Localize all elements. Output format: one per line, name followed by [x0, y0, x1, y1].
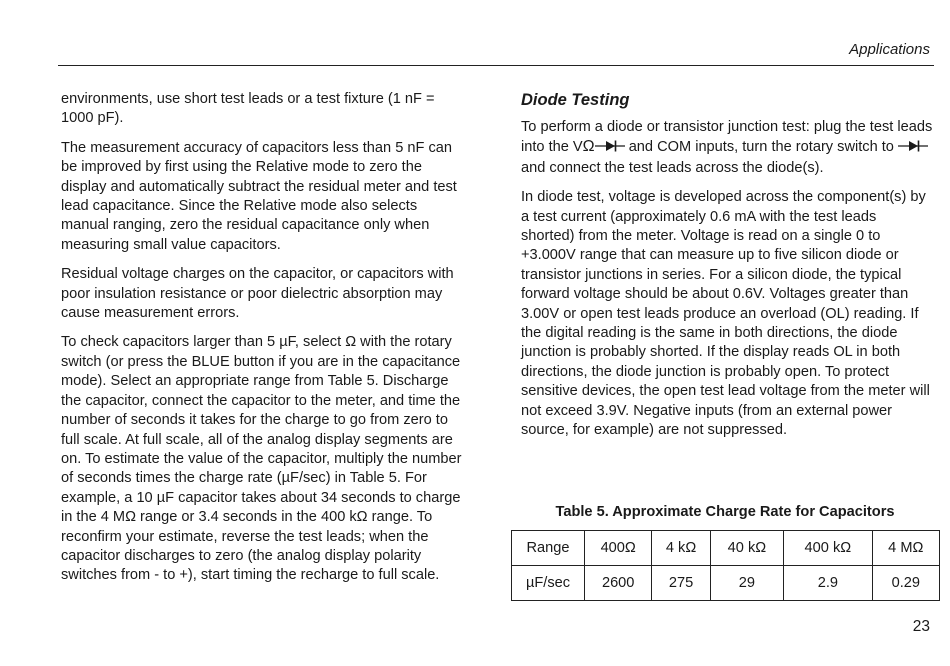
- table-cell: 4 MΩ: [872, 531, 939, 566]
- table-cell: µF/sec: [512, 566, 585, 601]
- paragraph-diode-explanation: In diode test, voltage is developed across the component(s) by a test current (approximately 0.6 mA with the test leads shorted) from the meter. Voltage is read on a single 0 to +3.000V range that can measure up to five silicon diode or transistor junctions in series. For a silicon diode, the typical forward voltage should be about 0.6V. Voltages greater than 3.00V or open test leads produce an overload (OL) reading. If the digital reading is the same in both directions, the diode junction is probably shorted. If the display reads OL in both directions, the diode junction is probably open. To protect sensitive devices, the open test lead voltage from the meter will not exceed 3.9V. Negative inputs (from an external power source, for example) are not suppressed.: [521, 189, 930, 439]
- running-header: Applications: [849, 41, 930, 58]
- table-cell: 29: [710, 566, 783, 601]
- omega-symbol: Ω: [582, 138, 595, 156]
- table-row-rate: [512, 566, 940, 601]
- table-cell: 2.9: [784, 566, 873, 601]
- table-cell: 0.29: [872, 566, 939, 601]
- table-cell: Range: [512, 531, 585, 566]
- header-rule: [58, 65, 934, 66]
- diode-setup-text-a: To perform a diode or transistor junction test: plug the test leads into the V: [521, 119, 933, 156]
- section-title: Diode Testing: [521, 91, 630, 109]
- table-title: Table 5. Approximate Charge Rate for Capacitors: [555, 504, 895, 520]
- right-column: [521, 90, 933, 451]
- table-row-range: [512, 531, 940, 566]
- diode-symbol-icon: [898, 139, 928, 158]
- diode-setup-text-b: and COM inputs, turn the rotary switch to: [624, 139, 898, 156]
- charge-rate-table: [511, 530, 940, 601]
- table-cell: 275: [652, 566, 710, 601]
- paragraph-residual-voltage: Residual voltage charges on the capacitor, or capacitors with poor insulation resistance or poor dielectric absorption may cause measurement errors.: [61, 266, 454, 322]
- paragraph-relative-mode: The measurement accuracy of capacitors less than 5 nF can be improved by first using the Relative mode to zero the display and automatically subtract the residual meter and test lead capacitance. Since the Relative mode also selects manual ranging, zero the residual capacitance only when measuring small value capacitors.: [61, 139, 457, 253]
- paragraph-fixture-note: environments, use short test leads or a test fixture (1 nF = 1000 pF).: [61, 91, 435, 127]
- table-cell: 4 kΩ: [652, 531, 710, 566]
- page-number: 23: [912, 618, 930, 635]
- paragraph-diode-setup: [521, 118, 933, 178]
- diode-symbol-icon: [595, 139, 625, 158]
- table-cell: 40 kΩ: [710, 531, 783, 566]
- left-column: [61, 90, 469, 596]
- table-cell: 2600: [585, 566, 652, 601]
- table-cell: 400Ω: [585, 531, 652, 566]
- diode-setup-text-c: and connect the test leads across the diode(s).: [521, 159, 824, 176]
- table-cell: 400 kΩ: [784, 531, 873, 566]
- paragraph-large-capacitors: To check capacitors larger than 5 µF, select Ω with the rotary switch (or press the BLUE button if you are in the capacitance mode). Select an appropriate range from Table 5. Discharge the capacitor, connect the capacitor to the meter, and time the number of seconds it takes for the charge to go from zero to full scale. At full scale, all of the analog display segments are on. To estimate the value of the capacitor, multiply the number of seconds times the charge rate (µF/sec) in Table 5. For example, a 10 µF capacitor takes about 34 seconds to charge in the 4 MΩ range or 3.4 seconds in the 400 kΩ range. To reconfirm your estimate, reverse the test leads; when the capacitor discharges to zero (the analog display polarity switches from - to +), start timing the recharge to full scale.: [61, 334, 462, 584]
